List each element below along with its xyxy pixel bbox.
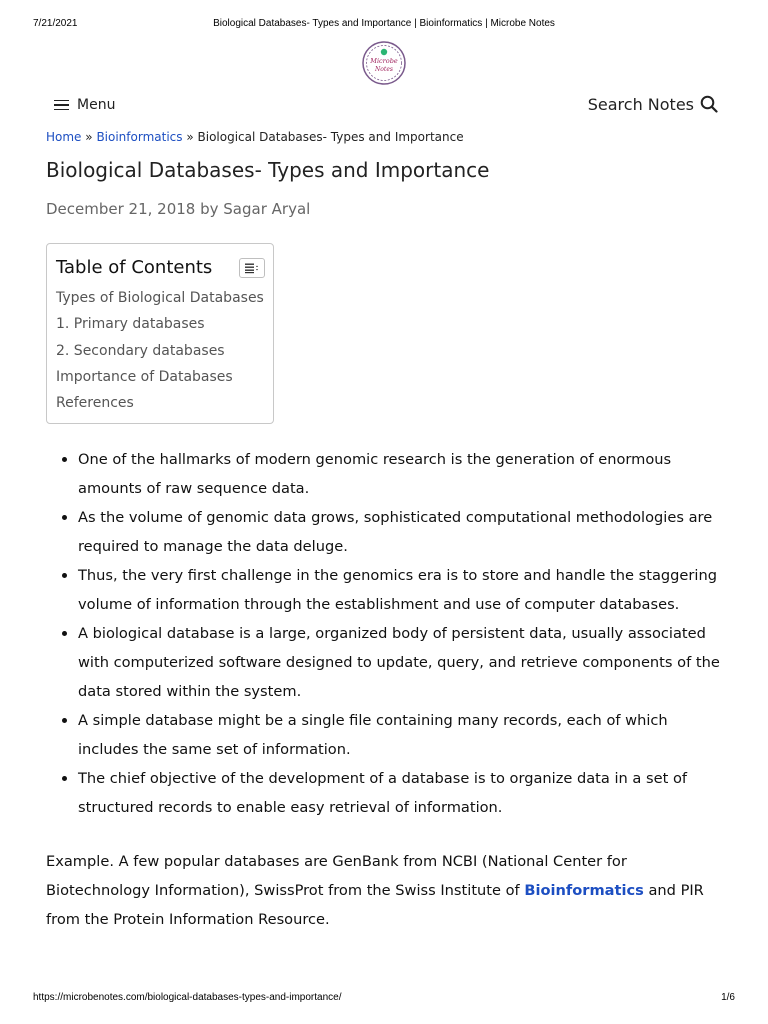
site-logo[interactable] [361,40,407,86]
table-of-contents [46,243,274,424]
breadcrumb-separator: » [186,130,194,144]
menu-label: Menu [77,97,116,113]
toc-link-secondary[interactable]: 2. Secondary databases [56,342,225,359]
list-item: As the volume of genomic data grows, sophisticated computational methodologies are required to manage the data deluge. [78,503,730,561]
print-title: Biological Databases- Types and Importance | Bioinformatics | Microbe Notes [213,18,555,29]
hamburger-icon [54,100,69,111]
breadcrumb-current: Biological Databases- Types and Importance [197,130,464,144]
breadcrumb-category-link[interactable]: Bioinformatics [96,130,183,144]
print-date: 7/21/2021 [33,18,78,29]
list-item: The chief objective of the development of a database is to organize data in a set of structured records to enable easy retrieval of information. [78,764,730,822]
list-item: One of the hallmarks of modern genomic research is the generation of enormous amounts of raw sequence data. [78,445,730,503]
intro-bullet-list [78,445,730,822]
list-item: A biological database is a large, organized body of persistent data, usually associated with computerized software designed to update, query, and retrieve components of the data stored within the system. [78,619,730,706]
breadcrumb [46,130,464,144]
toc-toggle-button[interactable] [239,258,265,278]
search-label: Search Notes [587,94,694,114]
search-notes-button[interactable] [588,93,718,115]
logo-text-line2: Notes [375,66,393,73]
example-paragraph [46,847,726,934]
article-byline: December 21, 2018 by Sagar Aryal [46,200,311,218]
toc-link-references[interactable]: References [56,395,134,412]
toc-item [56,392,264,418]
toc-item [56,366,264,392]
logo-text-line1: Microbe [370,57,398,65]
toc-item [56,287,264,313]
page-number: 1/6 [721,992,735,1003]
list-toggle-icon [244,262,260,274]
toc-link-importance[interactable]: Importance of Databases [56,368,233,385]
example-text-before: Example. A few popular databases are GenBank from NCBI (National Center for Biotechnology Information), SwissProt from the Swiss Institute of [46,853,627,899]
toc-item [56,313,264,339]
breadcrumb-home-link[interactable]: Home [46,130,82,144]
breadcrumb-separator: » [85,130,93,144]
microbe-notes-logo-icon [361,40,407,86]
toc-title: Table of Contents [56,257,213,278]
toc-link-types[interactable]: Types of Biological Databases [56,290,264,306]
toc-link-primary[interactable]: 1. Primary databases [56,316,205,333]
print-footer [33,992,735,1006]
menu-button[interactable] [54,94,115,116]
print-header [33,18,735,32]
search-icon [700,95,718,113]
toc-item [56,340,264,366]
bioinformatics-link[interactable]: Bioinformatics [524,882,644,899]
page-title: Biological Databases- Types and Importance [46,158,490,182]
list-item: Thus, the very first challenge in the genomics era is to store and handle the staggering volume of information through the establishment and use of computer databases. [78,561,730,619]
toc-list [56,287,264,418]
example-text-after: and PIR from the Protein Information Resource. [46,882,704,928]
print-url: https://microbenotes.com/biological-databases-types-and-importance/ [33,992,342,1003]
list-item: A simple database might be a single file containing many records, each of which includes the same set of information. [78,706,730,764]
